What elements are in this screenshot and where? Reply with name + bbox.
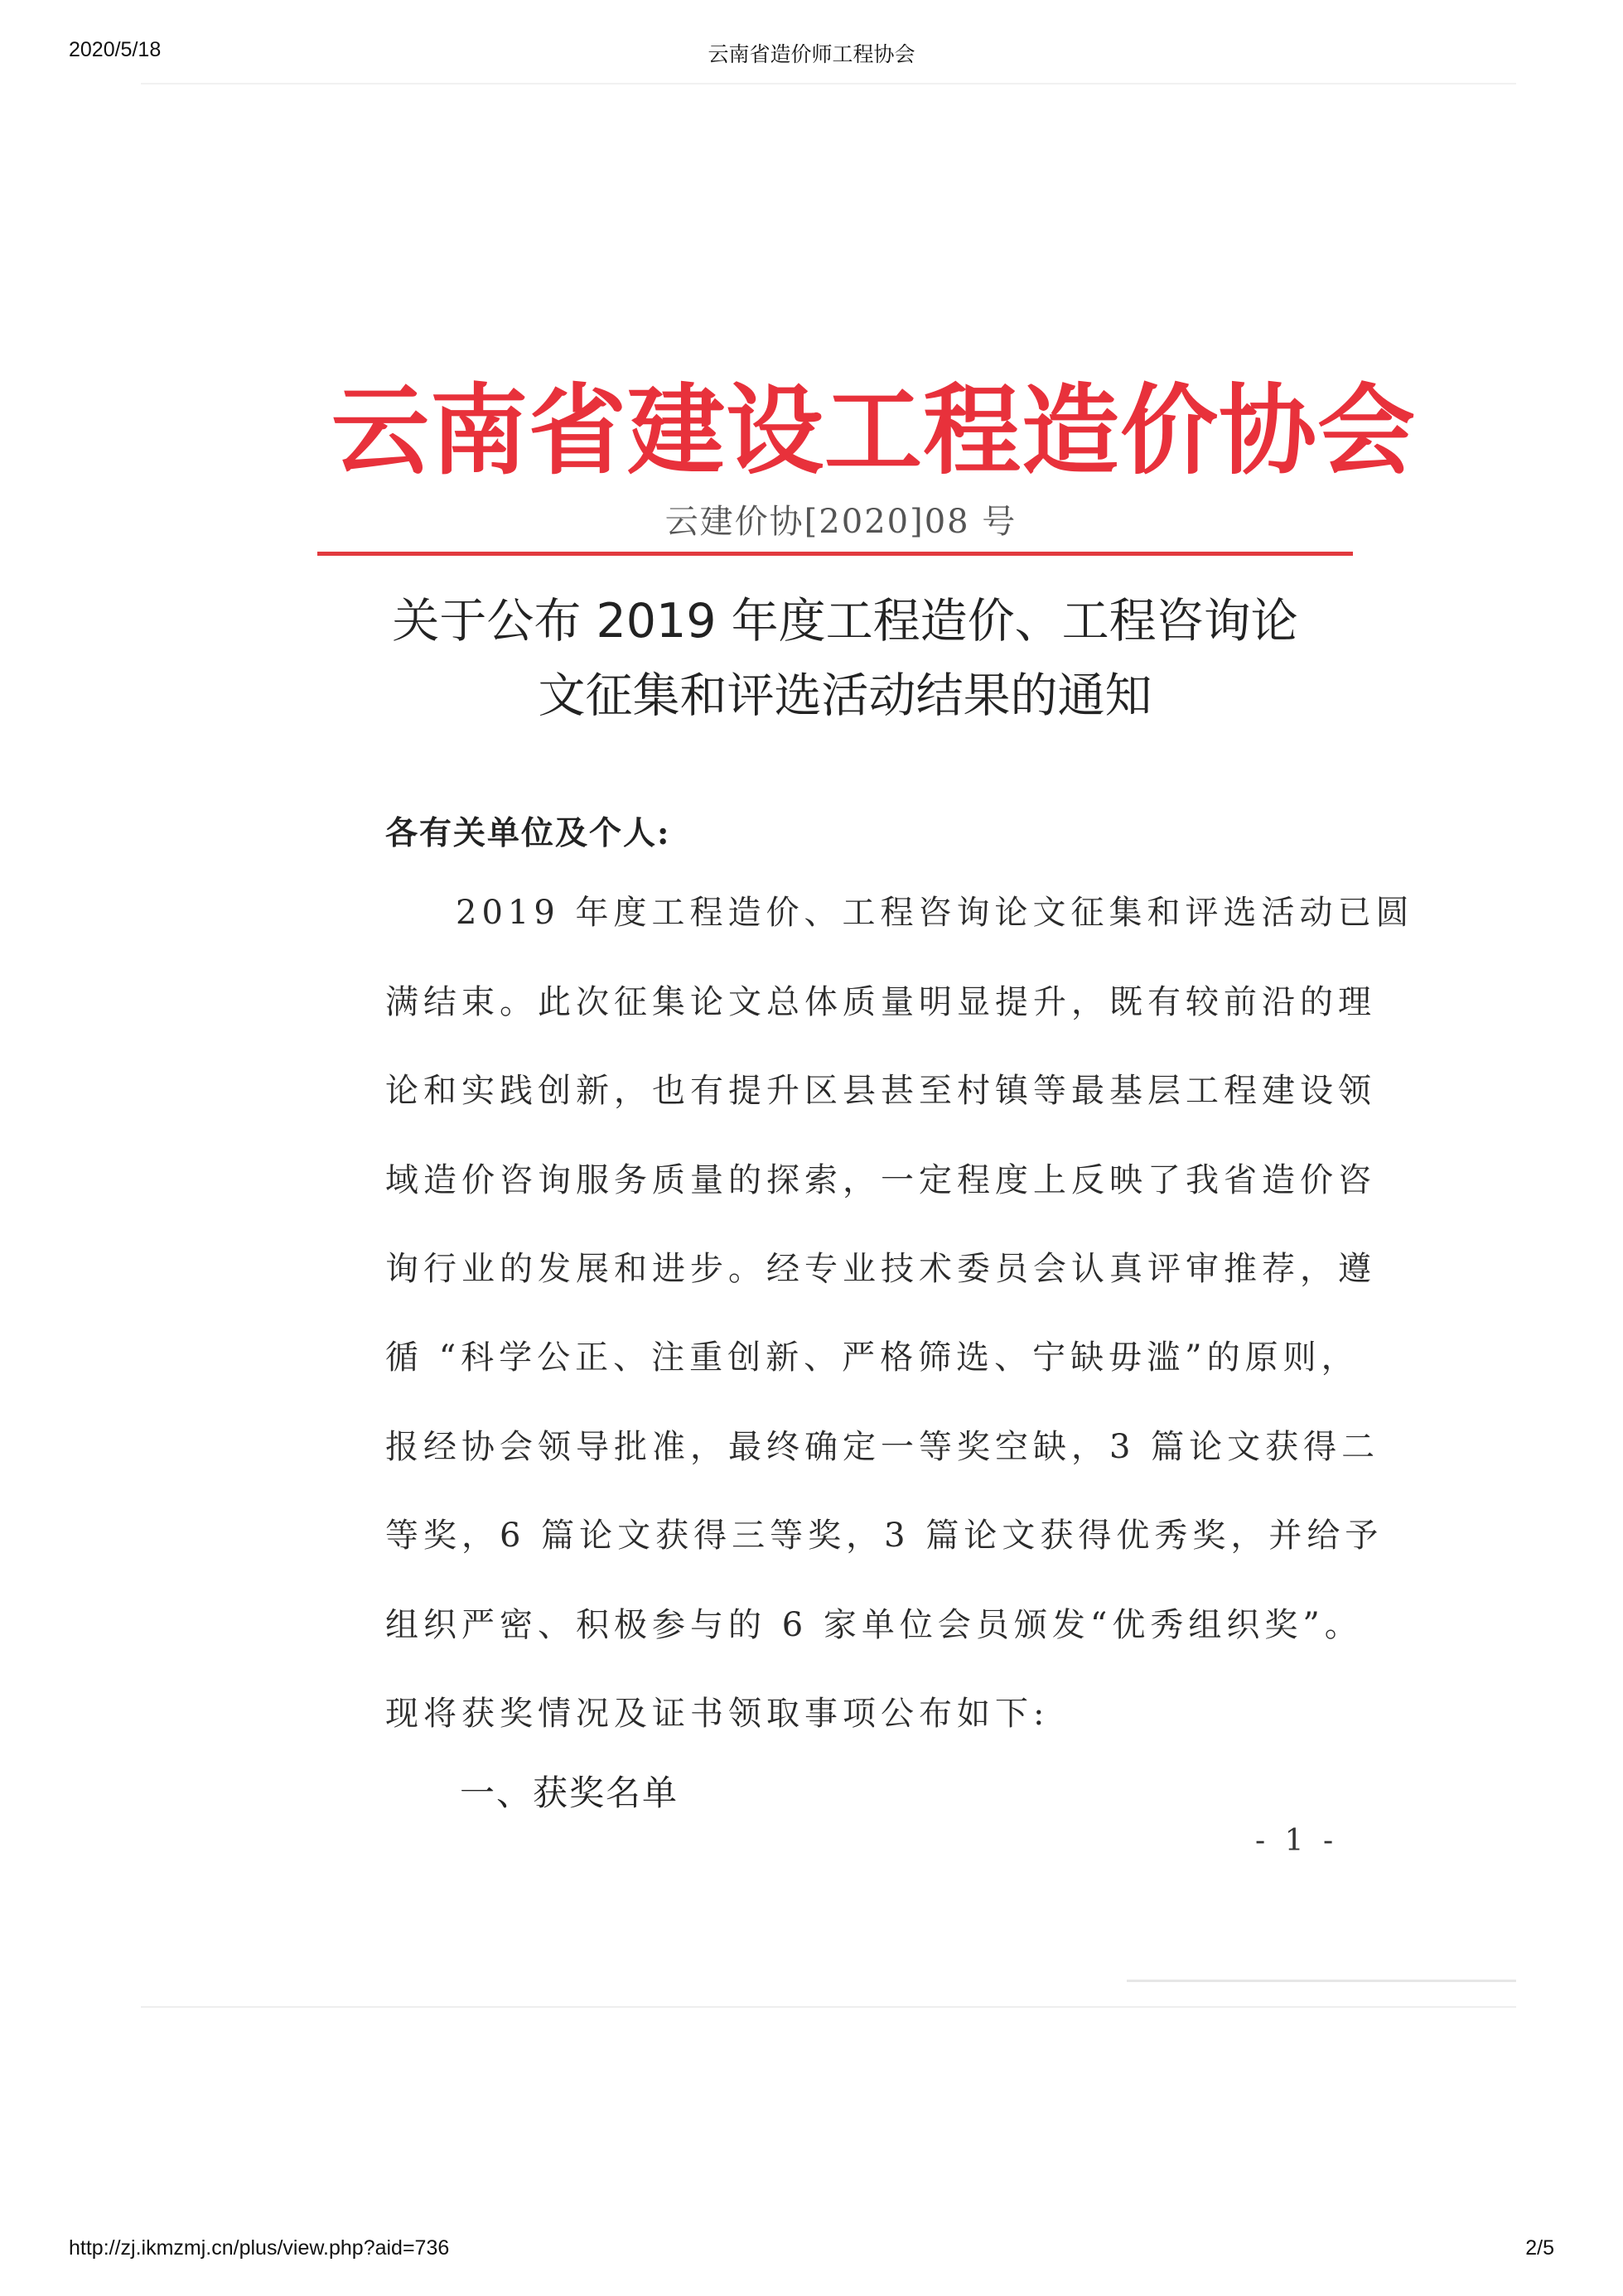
document-title-line-1: 关于公布 2019 年度工程造价、工程咨询论 — [392, 594, 1298, 649]
print-page-counter: 2/5 — [1525, 2236, 1554, 2260]
print-url-link[interactable]: http://zj.ikmzmj.cn/plus/view.php?aid=736 — [69, 2236, 450, 2260]
body-line: 论和实践创新，也有提升区县甚至村镇等最基层工程建设领 — [385, 1072, 1376, 1110]
body-line: 域造价咨询服务质量的探索，一定程度上反映了我省造价咨 — [385, 1161, 1376, 1199]
body-line: 满结束。此次征集论文总体质量明显提升，既有较前沿的理 — [385, 983, 1376, 1021]
body-line: 报经协会领导批准，最终确定一等奖空缺，3 篇论文获得二 — [385, 1428, 1380, 1466]
body-line: 现将获奖情况及证书领取事项公布如下: — [385, 1695, 1050, 1733]
body-line: 循 “科学公正、注重创新、严格筛选、宁缺毋滥”的原则， — [385, 1339, 1360, 1377]
body-line: 2019 年度工程造价、工程咨询论文征集和评选活动已圆 — [456, 894, 1414, 932]
body-line: 组织严密、积极参与的 6 家单位会员颁发“优秀组织奖”。 — [385, 1606, 1363, 1644]
document-number: 云建价协[2020]08 号 — [664, 503, 1017, 541]
print-footer — [0, 2236, 1623, 2266]
scan-artifact-line — [1127, 1980, 1516, 1982]
section-heading-award-list: 一、获奖名单 — [460, 1773, 679, 1813]
salutation: 各有关单位及个人: — [385, 814, 671, 852]
body-line: 询行业的发展和进步。经专业技术委员会认真评审推荐，遵 — [385, 1250, 1376, 1288]
print-site-title: 云南省造价师工程协会 — [708, 42, 915, 66]
letterhead-org-name: 云南省建设工程造价协会 — [331, 373, 1417, 488]
print-header — [0, 38, 1623, 68]
print-date: 2020/5/18 — [69, 38, 162, 61]
page-number: - 1 - — [1255, 1824, 1339, 1858]
document-title — [331, 584, 1359, 733]
document-title-line-2: 文征集和评选活动结果的通知 — [538, 668, 1152, 723]
body-line: 等奖，6 篇论文获得三等奖，3 篇论文获得优秀奖，并给予 — [385, 1517, 1384, 1555]
letterhead-red-rule — [317, 552, 1353, 556]
